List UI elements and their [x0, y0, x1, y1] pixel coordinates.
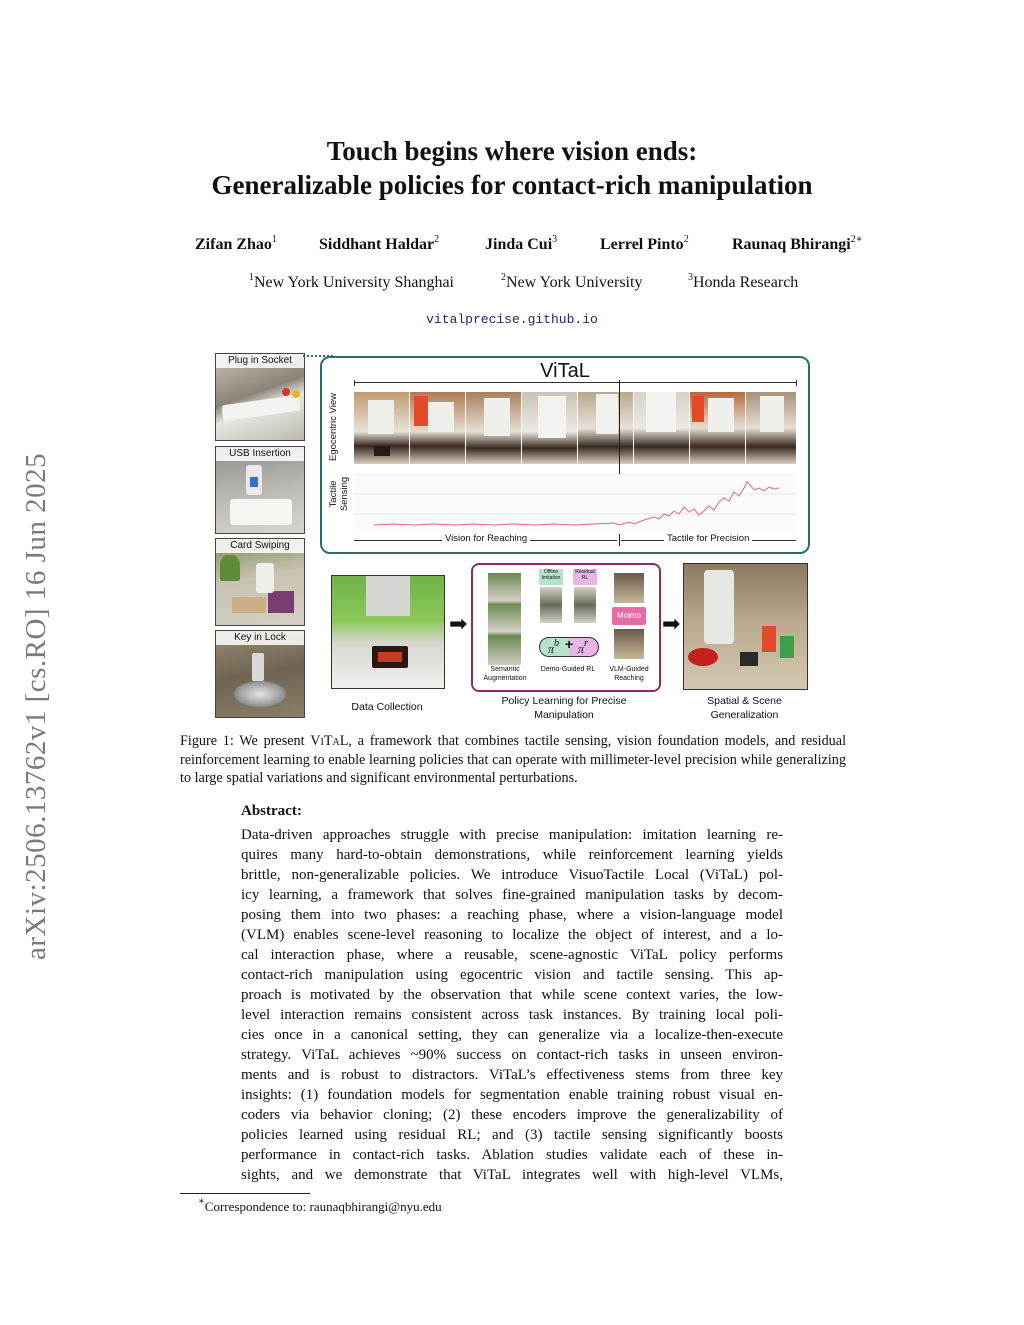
- policy-composition: $\pi^b$ + $\pi^r$: [539, 637, 599, 657]
- abstract-line: quires many hard-to-obtain demonstrations, while reinforcement learning yields: [241, 847, 783, 863]
- timeline-top: [354, 382, 796, 383]
- affiliation: $^1$New York University Shanghai: [249, 272, 454, 291]
- row-label-egocentric: Egocentric View: [328, 393, 339, 461]
- footnote-rule: [180, 1193, 310, 1194]
- abstract-line: policies learned using residual RL; and (3) tactile sensing significantly boosts: [241, 1127, 783, 1143]
- policy-learning-panel: [471, 563, 661, 692]
- abstract-line: icy learning, a framework that solves fine-grained manipulation tasks by decom-: [241, 887, 783, 903]
- semantic-augmentation-label: Semantic Augmentation: [483, 666, 527, 682]
- plus-symbol: +: [565, 636, 574, 652]
- egocentric-frame: [634, 392, 689, 464]
- abstract-body: [241, 825, 783, 1185]
- abstract-line: contact-rich manipulation using egocentric vision and tactile sensing. This ap-: [241, 967, 783, 983]
- abstract-line: cal interaction phase, where a reusable, scene-agnostic ViTaL policy performs: [241, 947, 783, 963]
- abstract-line: level interaction remains consistent across task instances. By training local poli-: [241, 1007, 783, 1023]
- paper-title-line-2: Generalizable policies for contact-rich manipulation: [211, 170, 813, 200]
- abstract-line: Data-driven approaches struggle with precise manipulation: imitation learning re-: [241, 827, 783, 843]
- task-label: Key in Lock: [216, 631, 304, 645]
- task-thumbnail-card: [215, 538, 305, 626]
- task-thumbnail-key: [215, 630, 305, 718]
- task-label: USB Insertion: [216, 447, 304, 461]
- pi-base-symbol: π: [548, 642, 555, 656]
- author-name: Raunaq Bhirangi$^{2∗}$: [732, 234, 863, 253]
- abstract-line: insights: (1) foundation models for segmentation enable training robust visual en-: [241, 1087, 783, 1103]
- egocentric-frame: [522, 392, 577, 464]
- paper-title-line-1: Touch begins where vision ends:: [326, 136, 698, 166]
- footnote: ∗Correspondence to: raunaqbhirangi@nyu.edu: [198, 1196, 442, 1214]
- augmentation-frames: [488, 573, 521, 665]
- tactile-signal-plot: [354, 474, 796, 534]
- arrow-right-icon: ➡: [449, 612, 468, 637]
- egocentric-frame: [690, 392, 745, 464]
- abstract-heading: Abstract:: [241, 803, 302, 819]
- stage-label-generalization: Spatial & Scene Generalization: [707, 695, 782, 721]
- abstract-line: brittle, non-generalizable policies. We introduce VisuoTactile Local (ViTaL) pol-: [241, 867, 783, 883]
- stage-label-data-collection: Data Collection: [351, 701, 423, 713]
- residual-rl-tag: Residual RL: [573, 569, 597, 585]
- pi-residual-symbol: π: [578, 642, 585, 656]
- molmo-tag: Molmo: [612, 607, 646, 625]
- task-label: Card Swiping: [216, 539, 304, 553]
- author-name: Siddhant Haldar$^2$: [319, 234, 440, 253]
- tactile-signal-line: [374, 482, 779, 525]
- egocentric-frame: [578, 392, 633, 464]
- author-name: Jinda Cui$^3$: [485, 234, 558, 253]
- affiliation: $^2$New York University: [501, 272, 643, 291]
- egocentric-frame: [410, 392, 465, 464]
- abstract-line: performance in contact-rich tasks. Ablation studies validate each of these in-: [241, 1147, 783, 1163]
- generalization-photo: [683, 563, 808, 690]
- abstract-line: cies once in a canonical setting, they can generalize via a localize-then-execute: [241, 1027, 783, 1043]
- affiliation: $^3$Honda Research: [688, 272, 799, 291]
- stage-label-policy-learning: Policy Learning for Precise Manipulation: [501, 695, 627, 721]
- author-name: Lerrel Pinto$^2$: [600, 234, 689, 253]
- demo-guided-rl-label: Demo-Guided RL: [540, 666, 596, 673]
- figure-caption: Figure 1: We present ViTaL, a framework that combines tactile sensing, vision foundation models, and residual reinforcement learning to enable learning policies that can operate with millimeter-level precision while generalizing to large spatial variations and significant environmental perturbations.: [180, 733, 847, 786]
- data-collection-photo: [331, 575, 445, 689]
- egocentric-frame: [466, 392, 521, 464]
- abstract-line: sights, and we demonstrate that ViTaL integrates well with high-level VLMs,: [241, 1167, 783, 1183]
- project-url-link[interactable]: vitalprecise.github.io: [426, 312, 598, 327]
- row-label-tactile: Tactile Sensing: [328, 476, 350, 512]
- offline-imitation-tag: Offline Imitation: [539, 569, 563, 585]
- task-thumbnail-usb: [215, 446, 305, 534]
- vlm-guided-reaching-label: VLM-Guided Reaching: [609, 666, 649, 682]
- arxiv-identifier: arXiv:2506.13762v1 [cs.RO] 16 Jun 2025: [20, 452, 52, 960]
- vital-overview-panel: [320, 356, 810, 554]
- phase-label-reaching: Vision for Reaching: [442, 533, 530, 544]
- abstract-line: ments and is robust to distractors. ViTaL’s effectiveness stems from three key: [241, 1067, 783, 1083]
- vital-panel-title: ViTaL: [540, 360, 590, 382]
- abstract-line: strategy. ViTaL achieves ~90% success on contact-rich tasks in unseen environ-: [241, 1047, 783, 1063]
- egocentric-frame: [354, 392, 409, 464]
- abstract-line: posing them into two phases: a reaching phase, where a vision-language model: [241, 907, 783, 923]
- task-thumbnail-plug: [215, 353, 305, 441]
- author-name: Zifan Zhao$^1$: [195, 234, 277, 253]
- abstract-line: proach is motivated by the observation that while scene context varies, the low-: [241, 987, 783, 1003]
- egocentric-frame: [746, 392, 796, 464]
- phase-label-precision: Tactile for Precision: [664, 533, 752, 544]
- abstract-line: coders via behavior cloning; (2) these encoders improve the generalizability of: [241, 1107, 783, 1123]
- task-label: Plug in Socket: [216, 354, 304, 368]
- abstract-line: (VLM) enables scene-level reasoning to localize the object of interest, and a lo-: [241, 927, 783, 943]
- arrow-right-icon: ➡: [662, 612, 681, 637]
